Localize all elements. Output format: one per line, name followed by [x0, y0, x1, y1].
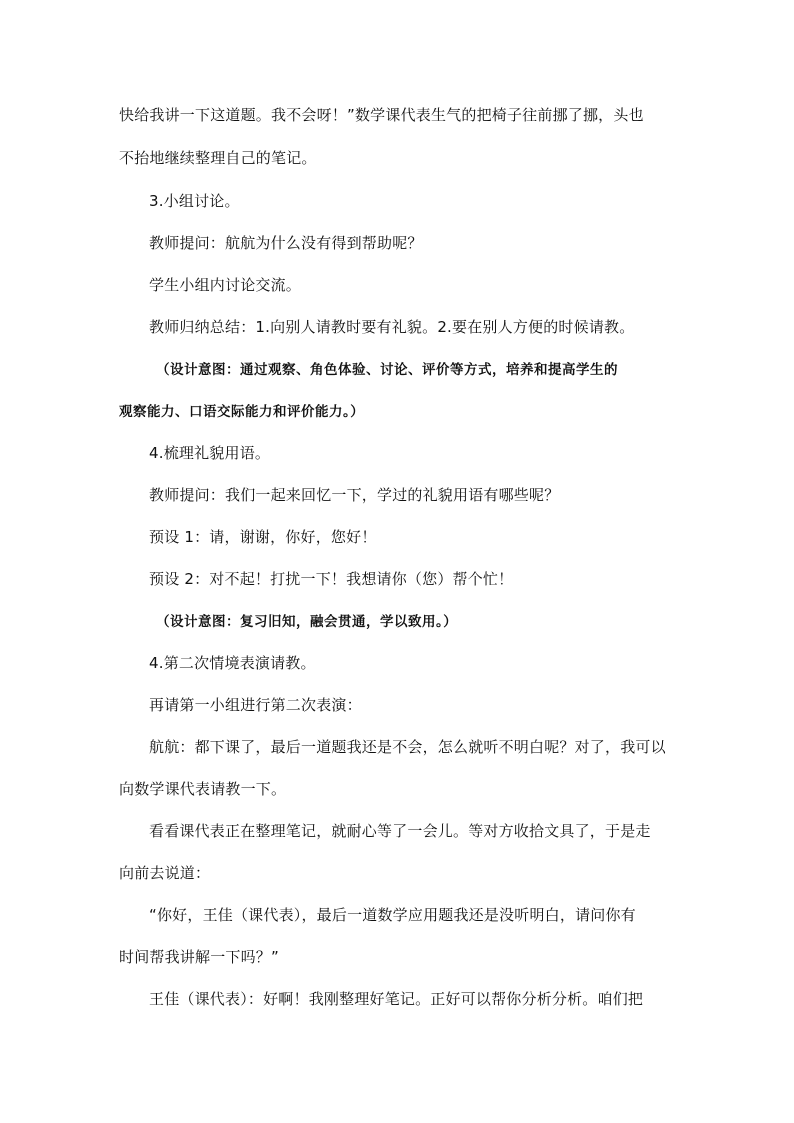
preset-answer-1: 预设 1：请，谢谢，你好，您好！ — [149, 528, 377, 546]
paragraph-line-1: 快给我讲一下这道题。我不会呀！”数学课代表生气的把椅子往前挪了挪，头也 — [119, 106, 644, 124]
preset-answer-2: 预设 2：对不起！打扰一下！我想请你（您）帮个忙！ — [149, 570, 514, 588]
section-heading-polite-words: 4.梳理礼貌用语。 — [149, 444, 271, 462]
wangjia-dialogue-line: 王佳（课代表）：好啊！我刚整理好笔记。正好可以帮你分析分析。咱们把 — [149, 990, 644, 1008]
design-intent-note-1-line-2: 观察能力、口语交际能力和评价能力。） — [119, 404, 365, 420]
teacher-question-line: 教师提问：航航为什么没有得到帮助呢？ — [149, 234, 423, 252]
second-performance-intro: 再请第一小组进行第二次表演： — [149, 696, 362, 714]
request-dialogue-line-1: “你好，王佳（课代表），最后一道数学应用题我还是没听明白，请问你有 — [149, 906, 636, 924]
paragraph-line-2: 不抬地继续整理自己的笔记。 — [119, 149, 317, 167]
request-dialogue-line-2: 时间帮我讲解一下吗？” — [119, 948, 279, 966]
section-heading-second-performance: 4.第二次情境表演请教。 — [149, 654, 316, 672]
narration-line-1: 看看课代表正在整理笔记，就耐心等了一会儿。等对方收拾文具了，于是走 — [149, 822, 651, 840]
teacher-question-polite-words: 教师提问：我们一起来回忆一下，学过的礼貌用语有哪些呢？ — [149, 486, 560, 504]
narration-line-2: 向前去说道： — [119, 864, 211, 882]
teacher-summary-line: 教师归纳总结：1.向别人请教时要有礼貌。2.要在别人方便的时候请教。 — [149, 318, 635, 336]
design-intent-note-1-line-1: （设计意图：通过观察、角色体验、讨论、评价等方式，培养和提高学生的 — [156, 362, 618, 378]
hanghang-dialogue-line-1: 航航：都下课了，最后一道题我还是不会，怎么就听不明白呢？对了，我可以 — [149, 738, 666, 756]
section-heading-group-discussion: 3.小组讨论。 — [149, 192, 240, 210]
student-discussion-line: 学生小组内讨论交流。 — [149, 276, 302, 294]
design-intent-note-2: （设计意图：复习旧知，融会贯通，学以致用。） — [156, 614, 458, 630]
hanghang-dialogue-line-2: 向数学课代表请教一下。 — [119, 780, 287, 798]
